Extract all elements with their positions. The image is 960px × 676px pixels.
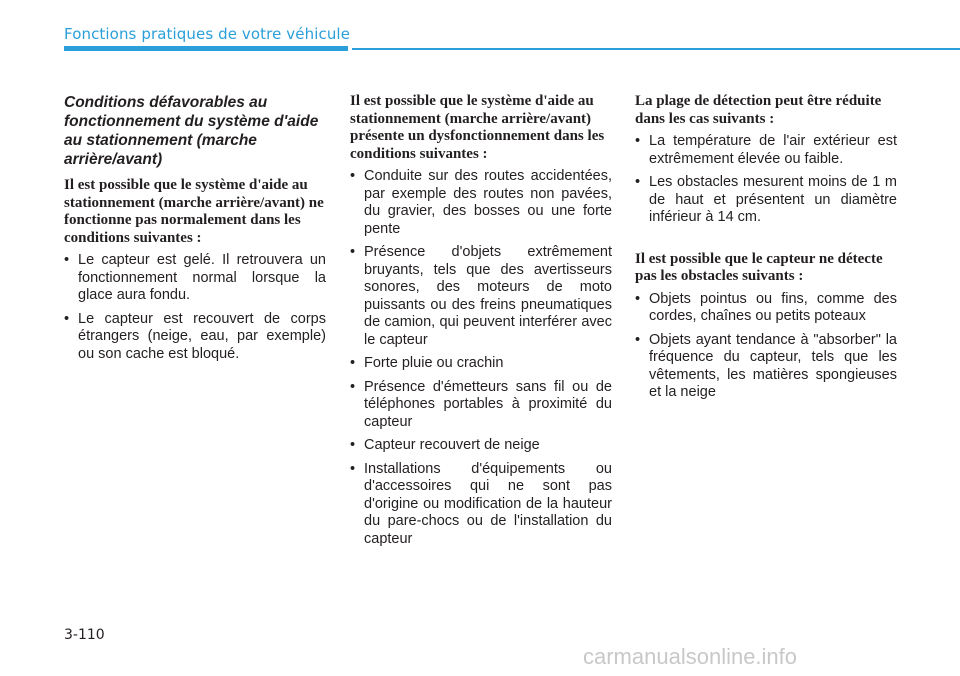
- list-item: [350, 437, 612, 455]
- list-item: [350, 244, 612, 349]
- watermark: carmanualsonline.info: [583, 644, 798, 669]
- header-rule-thin: [352, 48, 960, 50]
- list-item-text: Objets ayant tendance à "absorber" la fréquence du capteur, tels que les vêtements, les matières spongieuses et la neige: [649, 331, 897, 400]
- list-item-text: Présence d'émetteurs sans fil ou de téléphones portables à proximité du capteur: [364, 378, 612, 430]
- page-section-title: Fonctions pratiques de votre véhicule: [64, 25, 351, 43]
- list-item: [350, 461, 612, 549]
- undetected-obstacles-list: [635, 291, 897, 402]
- section-title: Conditions défavorables au fonctionnement du système d'aide au stationnement (marche arrière/avant): [64, 94, 319, 168]
- list-item-text: Présence d'objets extrêmement bruyants, tels que des avertisseurs sonores, des moteurs de moto puissants ou des freins pneumatiques de camion, qui peuvent interférer avec le capteur: [364, 244, 612, 348]
- list-item-text: Conduite sur des routes accidentées, par exemple des routes non pavées, du gravier, des bosses ou une forte pente: [364, 168, 612, 237]
- list-item: [635, 174, 897, 227]
- list-item-text: Forte pluie ou crachin: [364, 355, 504, 371]
- detection-range-list: [635, 133, 897, 227]
- list-item-text: Objets pointus ou fins, comme des cordes, chaînes ou petits poteaux: [649, 290, 897, 324]
- list-item-text: Capteur recouvert de neige: [364, 437, 540, 453]
- conditions-subhead: Il est possible que le système d'aide au stationnement (marche arrière/avant) ne fonctionne pas normalement dans les conditions suivantes :: [64, 177, 324, 246]
- column-middle: [350, 93, 612, 554]
- list-item-text: Installations d'équipements ou d'accessoires qui ne sont pas d'origine ou modification de la hauteur du pare-chocs ou de l'installation du capteur: [364, 460, 612, 547]
- list-item: [350, 379, 612, 432]
- detection-range-subhead: La plage de détection peut être réduite dans les cas suivants :: [635, 93, 882, 127]
- list-item: [635, 332, 897, 402]
- malfunction-list: [350, 168, 612, 548]
- list-item-text: Le capteur est recouvert de corps étrangers (neige, eau, par exemple) ou son cache est bloqué.: [78, 310, 326, 362]
- bullet-icon: •: [350, 437, 356, 453]
- bullet-icon: •: [350, 378, 356, 395]
- bullet-icon: •: [350, 460, 356, 477]
- list-item: [635, 291, 897, 326]
- column-right: [635, 93, 897, 408]
- column-left: [64, 93, 326, 369]
- bullet-icon: •: [635, 133, 641, 149]
- bullet-icon: •: [635, 174, 641, 190]
- bullet-icon: •: [350, 244, 356, 260]
- header-rule-thick: [64, 46, 348, 51]
- list-item: [64, 311, 326, 364]
- list-item: [350, 355, 612, 373]
- list-item: [350, 168, 612, 238]
- page-number: 3-110: [64, 627, 105, 643]
- bullet-icon: •: [350, 168, 356, 184]
- list-item-text: La température de l'air extérieur est extrêmement élevée ou faible.: [649, 133, 897, 167]
- conditions-list: [64, 252, 326, 363]
- bullet-icon: •: [64, 252, 70, 268]
- bullet-icon: •: [635, 331, 641, 348]
- bullet-icon: •: [64, 310, 70, 327]
- undetected-obstacles-subhead: Il est possible que le capteur ne détecte pas les obstacles suivants :: [635, 250, 883, 284]
- bullet-icon: •: [635, 290, 641, 307]
- malfunction-subhead: Il est possible que le système d'aide au stationnement (marche arrière/avant) présente un dysfonctionnement dans les conditions suivantes :: [350, 93, 605, 162]
- list-item: [635, 133, 897, 168]
- list-item-text: Les obstacles mesurent moins de 1 m de haut et présentent un diamètre inférieur à 14 cm.: [649, 174, 897, 225]
- bullet-icon: •: [350, 355, 356, 371]
- list-item: [64, 252, 326, 305]
- list-item-text: Le capteur est gelé. Il retrouvera un fonctionnement normal lorsque la glace aura fondu.: [78, 252, 326, 303]
